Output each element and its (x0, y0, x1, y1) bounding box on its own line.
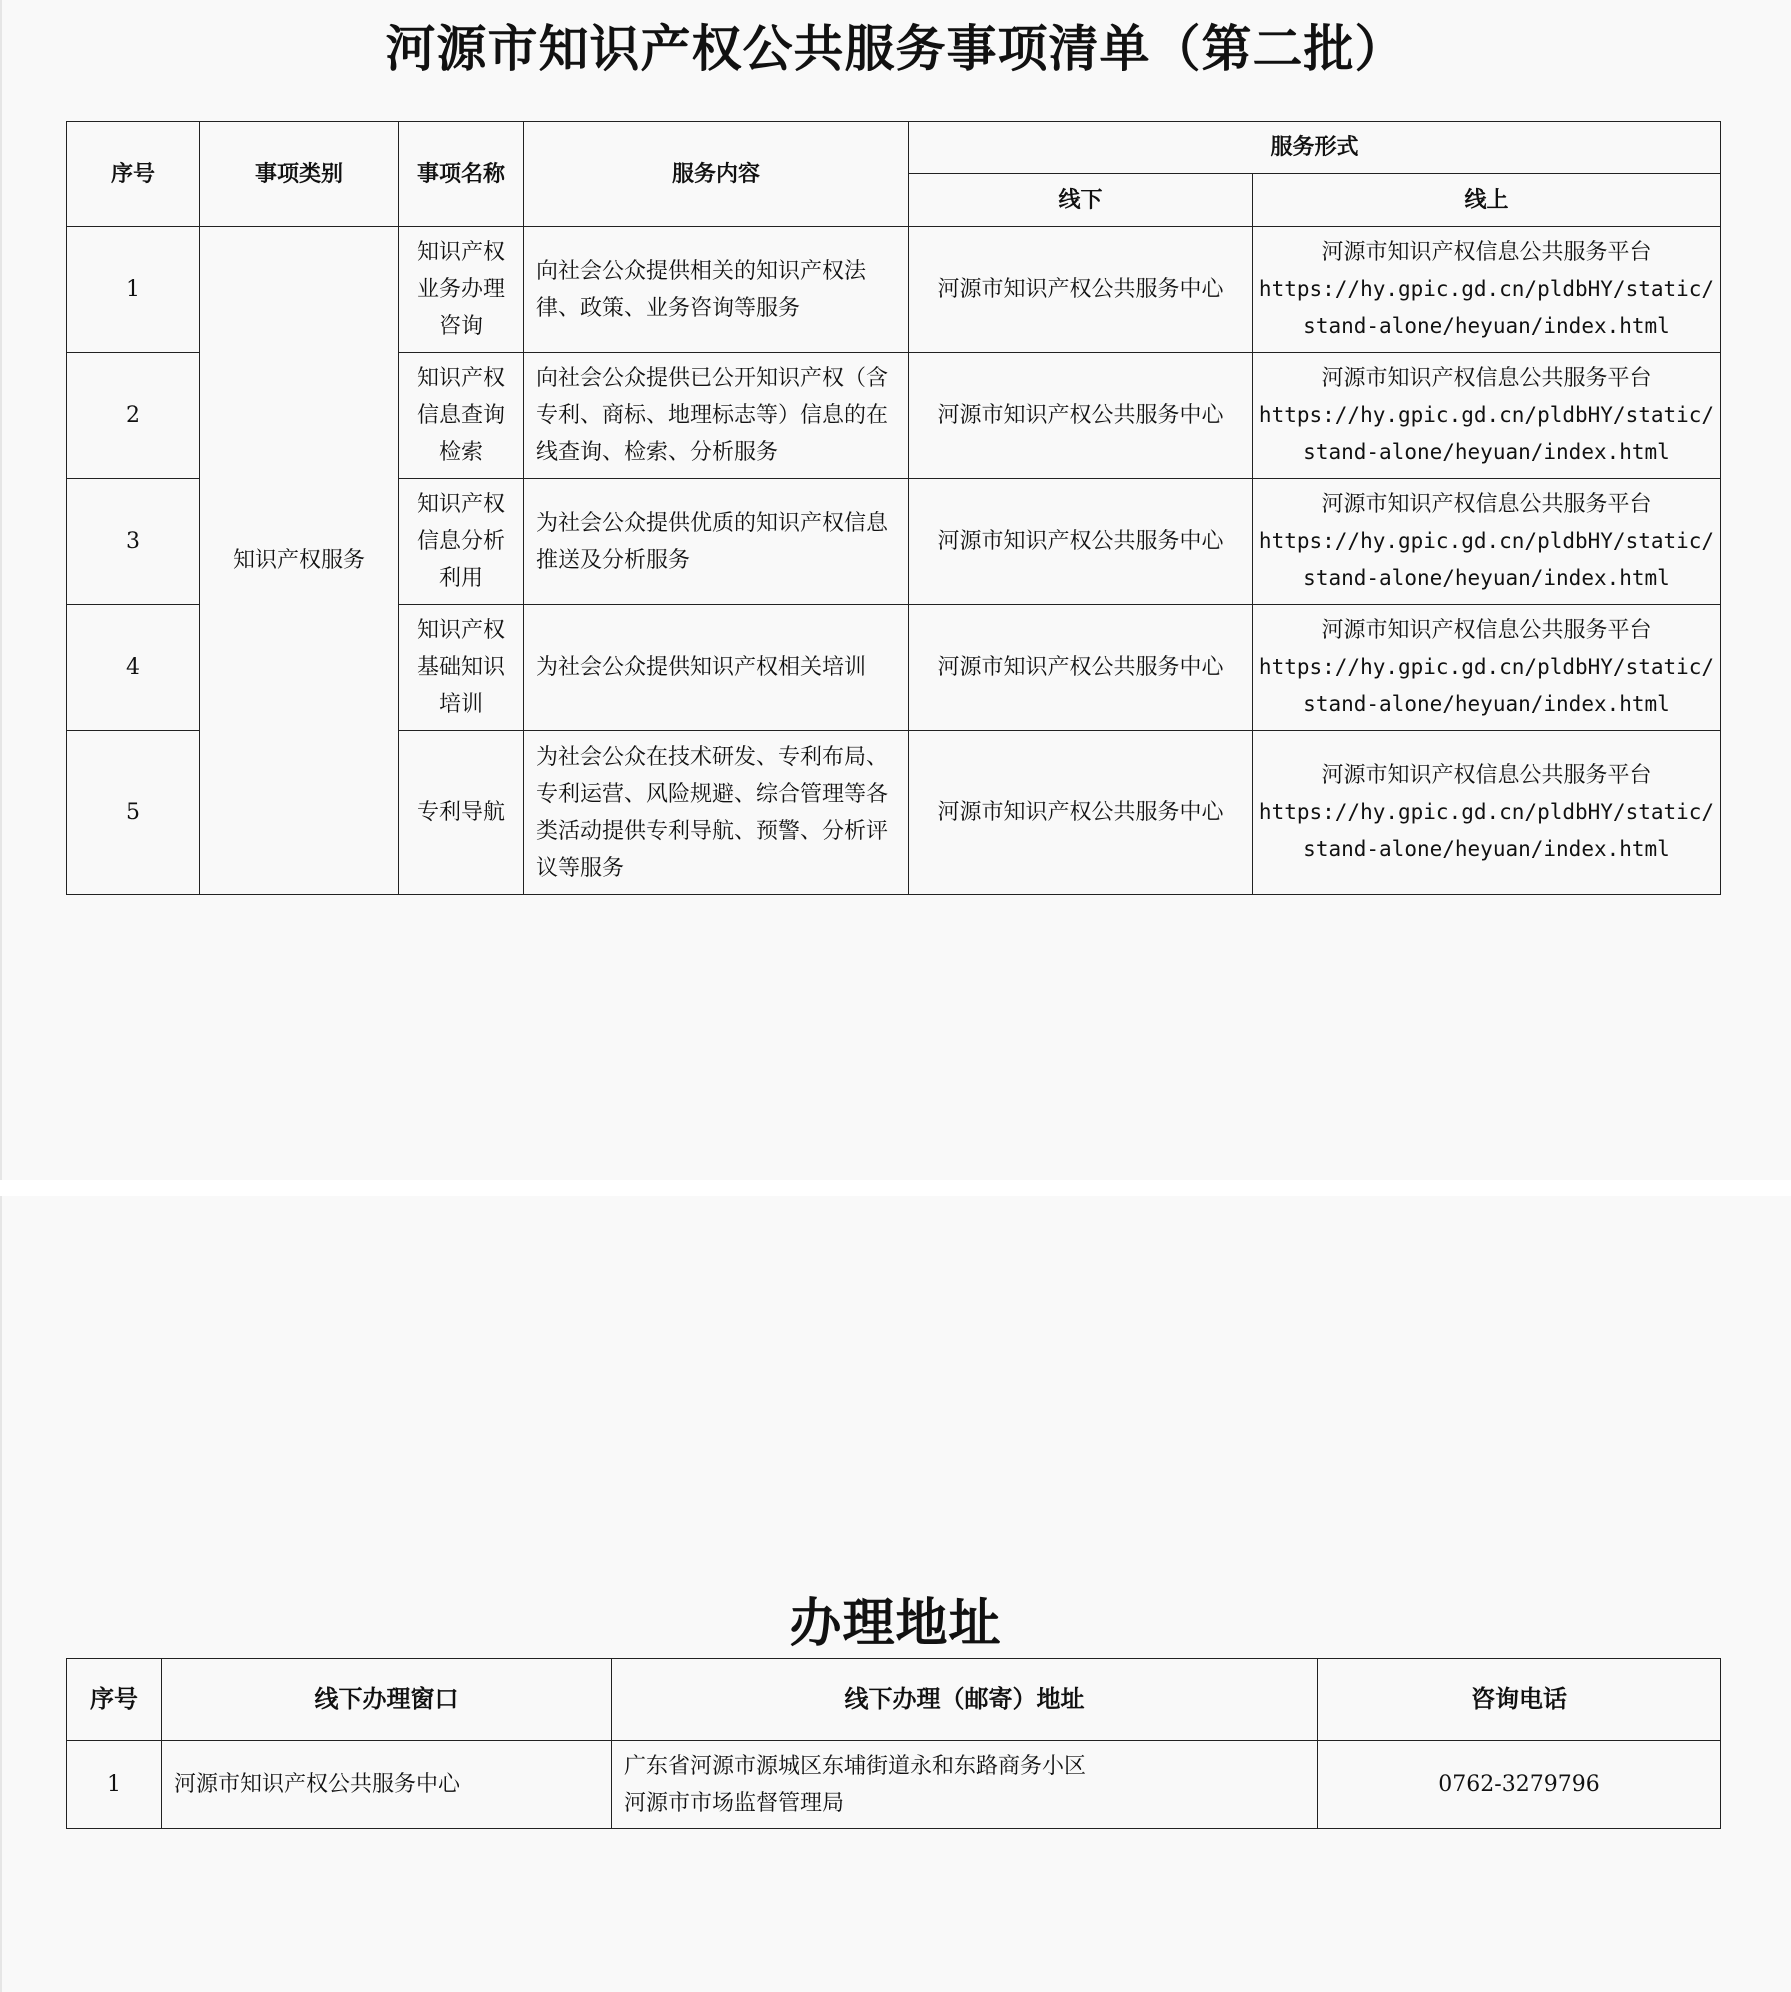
service-content: 向社会公众提供已公开知识产权（含专利、商标、地理标志等）信息的在线查询、检索、分析服务 (524, 353, 909, 479)
mailing-address-line: 广东省河源市源城区东埔街道永和东路商务小区 (624, 1753, 1087, 1779)
table-row (67, 1741, 1721, 1829)
mailing-address (612, 1741, 1318, 1829)
mailing-address-line: 河源市市场监督管理局 (624, 1790, 845, 1816)
online-platform (1253, 353, 1721, 479)
item-name (399, 353, 524, 479)
row-index: 1 (67, 227, 200, 353)
row-index: 2 (67, 353, 200, 479)
offline-provider: 河源市知识产权公共服务中心 (909, 353, 1253, 479)
online-platform (1253, 731, 1721, 895)
offline-provider: 河源市知识产权公共服务中心 (909, 605, 1253, 731)
item-name-line: 咨询 (438, 314, 483, 339)
header-category: 事项类别 (200, 122, 399, 227)
online-platform (1253, 479, 1721, 605)
address-header-address: 线下办理（邮寄）地址 (612, 1659, 1318, 1741)
item-name-line: 利用 (438, 566, 483, 591)
online-platform-name: 河源市知识产权信息公共服务平台 (1321, 618, 1652, 643)
office-window: 河源市知识产权公共服务中心 (162, 1741, 612, 1829)
item-name (399, 479, 524, 605)
item-name-line: 专利导航 (416, 800, 505, 825)
service-content: 为社会公众提供优质的知识产权信息推送及分析服务 (524, 479, 909, 605)
item-name-line: 信息分析 (416, 529, 505, 554)
row-index: 4 (67, 605, 200, 731)
document-title: 河源市知识产权公共服务事项清单（第二批） (385, 19, 1406, 78)
item-name (399, 227, 524, 353)
online-platform-name: 河源市知识产权信息公共服务平台 (1321, 240, 1652, 265)
address-header-window: 线下办理窗口 (162, 1659, 612, 1741)
online-platform-url: https://hy.gpic.gd.cn/pldbHY/static/ (1258, 403, 1715, 427)
header-offline: 线下 (909, 174, 1253, 227)
item-name-line: 检索 (438, 440, 483, 465)
offline-provider: 河源市知识产权公共服务中心 (909, 731, 1253, 895)
offline-provider: 河源市知识产权公共服务中心 (909, 227, 1253, 353)
online-platform-url: https://hy.gpic.gd.cn/pldbHY/static/ (1258, 655, 1715, 679)
row-index: 5 (67, 731, 200, 895)
header-index: 序号 (67, 122, 200, 227)
online-platform-url: stand-alone/heyuan/index.html (1303, 314, 1670, 338)
service-content: 为社会公众提供知识产权相关培训 (524, 605, 909, 731)
service-content: 为社会公众在技术研发、专利布局、专利运营、风险规避、综合管理等各类活动提供专利导航、预警、分析评议等服务 (524, 731, 909, 895)
online-platform-url: stand-alone/heyuan/index.html (1303, 566, 1670, 590)
header-service-form: 服务形式 (909, 122, 1721, 174)
address-table (66, 1658, 1721, 1829)
service-content: 向社会公众提供相关的知识产权法律、政策、业务咨询等服务 (524, 227, 909, 353)
header-content: 服务内容 (524, 122, 909, 227)
item-name-line: 知识产权 (416, 618, 505, 643)
online-platform-url: https://hy.gpic.gd.cn/pldbHY/static/ (1258, 529, 1715, 553)
header-name: 事项名称 (399, 122, 524, 227)
online-platform-url: stand-alone/heyuan/index.html (1303, 692, 1670, 716)
item-name-line: 基础知识 (416, 655, 505, 680)
online-platform-url: stand-alone/heyuan/index.html (1303, 440, 1670, 464)
online-platform-url: stand-alone/heyuan/index.html (1303, 837, 1670, 861)
table-row (67, 227, 1721, 353)
address-row-index: 1 (67, 1741, 162, 1829)
item-name (399, 731, 524, 895)
header-online: 线上 (1253, 174, 1721, 227)
page-gap (0, 1180, 1791, 1196)
item-name-line: 知识产权 (416, 492, 505, 517)
phone-number: 0762-3279796 (1318, 1741, 1721, 1829)
online-platform (1253, 227, 1721, 353)
item-name-line: 信息查询 (416, 403, 505, 428)
address-header-index: 序号 (67, 1659, 162, 1741)
item-name-line: 知识产权 (416, 366, 505, 391)
item-name-line: 业务办理 (416, 277, 505, 302)
item-name-line: 培训 (438, 692, 483, 717)
service-list-table (66, 121, 1721, 895)
online-platform-url: https://hy.gpic.gd.cn/pldbHY/static/ (1258, 800, 1715, 824)
offline-provider: 河源市知识产权公共服务中心 (909, 479, 1253, 605)
address-header-phone: 咨询电话 (1318, 1659, 1721, 1741)
online-platform-name: 河源市知识产权信息公共服务平台 (1321, 366, 1652, 391)
category-cell: 知识产权服务 (200, 227, 399, 895)
online-platform-url: https://hy.gpic.gd.cn/pldbHY/static/ (1258, 277, 1715, 301)
address-section-title: 办理地址 (789, 1593, 1002, 1654)
item-name (399, 605, 524, 731)
item-name-line: 知识产权 (416, 240, 505, 265)
online-platform-name: 河源市知识产权信息公共服务平台 (1321, 763, 1652, 788)
row-index: 3 (67, 479, 200, 605)
online-platform-name: 河源市知识产权信息公共服务平台 (1321, 492, 1652, 517)
online-platform (1253, 605, 1721, 731)
